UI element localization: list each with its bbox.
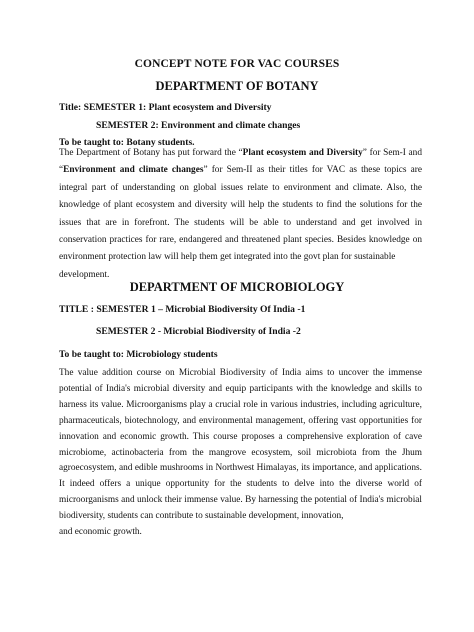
botany-title-line: Title: SEMESTER 1: Plant ecosystem and Diversity [59,102,272,113]
microbiology-para-text: The value addition course on Microbial Biodiversity of India aims to uncover the immense potential of India's microbial diversity and equip participants with the knowledge and skills to harness its value. Microorganisms play a crucial role in various industries, including agriculture, pharmaceuticals, biotechnology, and environmental management, offering vast opportunities for innovation and economic growth. This course proposes a comprehensive exploration of cave microbiome, actinobacteria from the mangrove ecosystem, soil microbiota from the Jhum agroecosystem, and edible mushrooms in Northwest Himalayas, its importance, and applications. It indeed offers a unique opportunity for the students to delve into the diverse world of microorganisms and unlock their immense value. By harnessing the potential of India's microbial biodiversity, students can contribute to sustainable development, innovation, [59,368,422,522]
microbiology-paragraph [59,366,422,541]
microbiology-para-last-line: and economic growth. [59,527,142,538]
botany-para-text-3: ” for Sem-II as their titles for VAC as these topics are integral part of understanding on global issues relate to environment and climate. Also, the knowledge of plant ecosystem and diversity will help the students to find the solutions for the issues that are in forefront. The students will be able to understand and get involved in conservation practices for rare, endangered and threatened plant species. Besides knowledge on environment protection law will help them get integrated into the govt plan for sustainable [59,165,422,263]
botany-paragraph [59,145,422,284]
botany-course-name-sem1: Plant ecosystem and Diversity [242,148,363,158]
botany-taught-to-line: To be taught to: Botany students. [59,137,195,148]
botany-course-name-sem2: Environment and climate changes [63,165,204,176]
botany-para-text-1: The Department of Botany has put forward the “ [59,148,243,158]
microbiology-title-line: TITLE : SEMESTER 1 – Microbial Biodiversity Of India -1 [59,304,306,315]
microbiology-semester2-line: SEMESTER 2 - Microbial Biodiversity of India -2 [96,326,301,337]
botany-semester2-line: SEMESTER 2: Environment and climate changes [96,120,301,131]
microbiology-taught-to-line: To be taught to: Microbiology students [59,349,218,360]
botany-para-last-line: development. [59,269,110,280]
botany-department-heading: DEPARTMENT OF BOTANY [155,79,319,93]
botany-para-text-2: ” for Sem-I and “ [59,148,422,176]
document-title: CONCEPT NOTE FOR VAC COURSES [134,58,340,70]
microbiology-department-heading: DEPARTMENT OF MICROBIOLOGY [129,280,345,294]
